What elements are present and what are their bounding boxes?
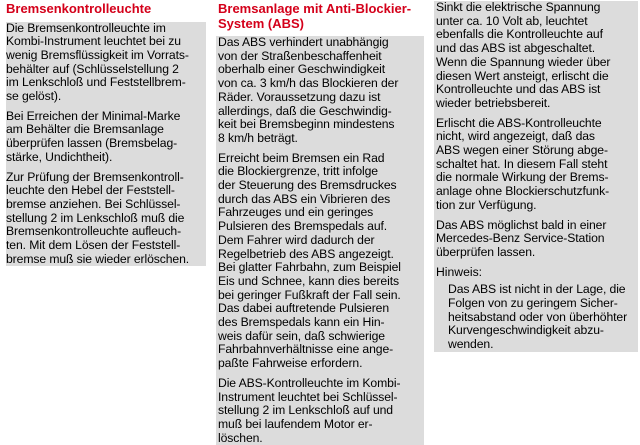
- section-heading-brake-warning-light: Bremsenkontrolleuchte: [6, 1, 152, 16]
- paragraph: Das ABS möglichst bald in einer Mercedes-Benz Service-Station überprüfen lassen.: [436, 217, 607, 259]
- column-abs: [218, 0, 424, 445]
- paragraph: Sinkt die elektrische Spannung unter ca. 10 Volt ab, leuchtet ebenfalls die Kontrolleuchte auf und das ABS ist abgeschaltet. Wenn die Spannung wieder über diesen Wert ansteigt, erlischt die Kontrolleuchte und das ABS ist wieder betriebsbereit.: [436, 0, 611, 110]
- paragraph: Die ABS-Kontrolleuchte im Kombi- Instrument leuchtet bei Schlüssel- stellung 2 im Lenkschloß auf und muß bei laufendem Motor er- löschen.: [218, 375, 401, 445]
- note-title: Hinweis:: [436, 264, 483, 279]
- text-block: [434, 1, 638, 352]
- paragraph: Erlischt die ABS-Kontrolleuchte nicht, wird angezeigt, daß das ABS wegen einer Störung abge- schaltet hat. In diesem Fall steht die normale Wirkung der Brems- anlage ohne Blockierschutzfunk- tion zur Verfügung.: [436, 115, 610, 212]
- paragraph: Erreicht beim Bremsen ein Rad die Blockiergrenze, tritt infolge der Steuerung des Bremsdruckes durch das ABS ein Vibrieren des Fahrzeuges und ein geringes Pulsieren des Bremspedals auf. Dem Fahrer wird dadurch der Regelbetrieb des ABS angezeigt. Bei glatter Fahrbahn, zum Beispiel Eis und Schnee, kann dies bereits bei geringer Fußkraft der Fall sein. Das dabei auftretende Pulsieren des Bremspedals kann ein Hin- weis dafür sein, daß schwierige Fahrbahnverhältnisse eine ange- paßte Fahrweise erfordern.: [218, 150, 401, 371]
- column-brake-warning-light: [6, 0, 206, 266]
- column-abs-continued: [436, 0, 636, 352]
- paragraph: Zur Prüfung der Bremsenkontroll- leuchte den Hebel der Feststell- bremse anziehen. Bei Schlüssel- stellung 2 im Lenkschloß muß die Bremsenkontrolleuchte aufleuch- ten. Mit dem Lösen der Feststell- bremse muß sie wieder erlöschen.: [6, 169, 190, 266]
- paragraph: Die Bremsenkontrolleuchte im Kombi-Instrument leuchtet bei zu wenig Bremsflüssigkeit im Vorrats- behälter auf (Schlüsselstellung 2 im Lenkschloß und Feststellbrem- se gelöst).: [6, 20, 189, 104]
- text-block: [216, 36, 424, 445]
- note-body: Das ABS ist nicht in der Lage, die Folgen von zu geringem Sicher- heitsabstand oder von überhöhter Kurvengeschwindigkeit abzu- wenden.: [448, 282, 628, 352]
- paragraph: Bei Erreichen der Minimal-Marke am Behälter die Bremsanlage überprüfen lassen (Bremsbelag- stärke, Undichtheit).: [6, 108, 181, 164]
- text-block: [6, 22, 206, 267]
- section-heading-abs: Bremsanlage mit Anti-Blockier- System (ABS): [218, 1, 412, 31]
- paragraph: Das ABS verhindert unabhängig von der Straßenbeschaffenheit oberhalb einer Geschwindigkeit von ca. 3 km/h das Blockieren der Räder. Voraussetzung dazu ist allerdings, daß die Geschwindig- keit bei Bremsbeginn mindestens 8 km/h beträgt.: [218, 35, 399, 145]
